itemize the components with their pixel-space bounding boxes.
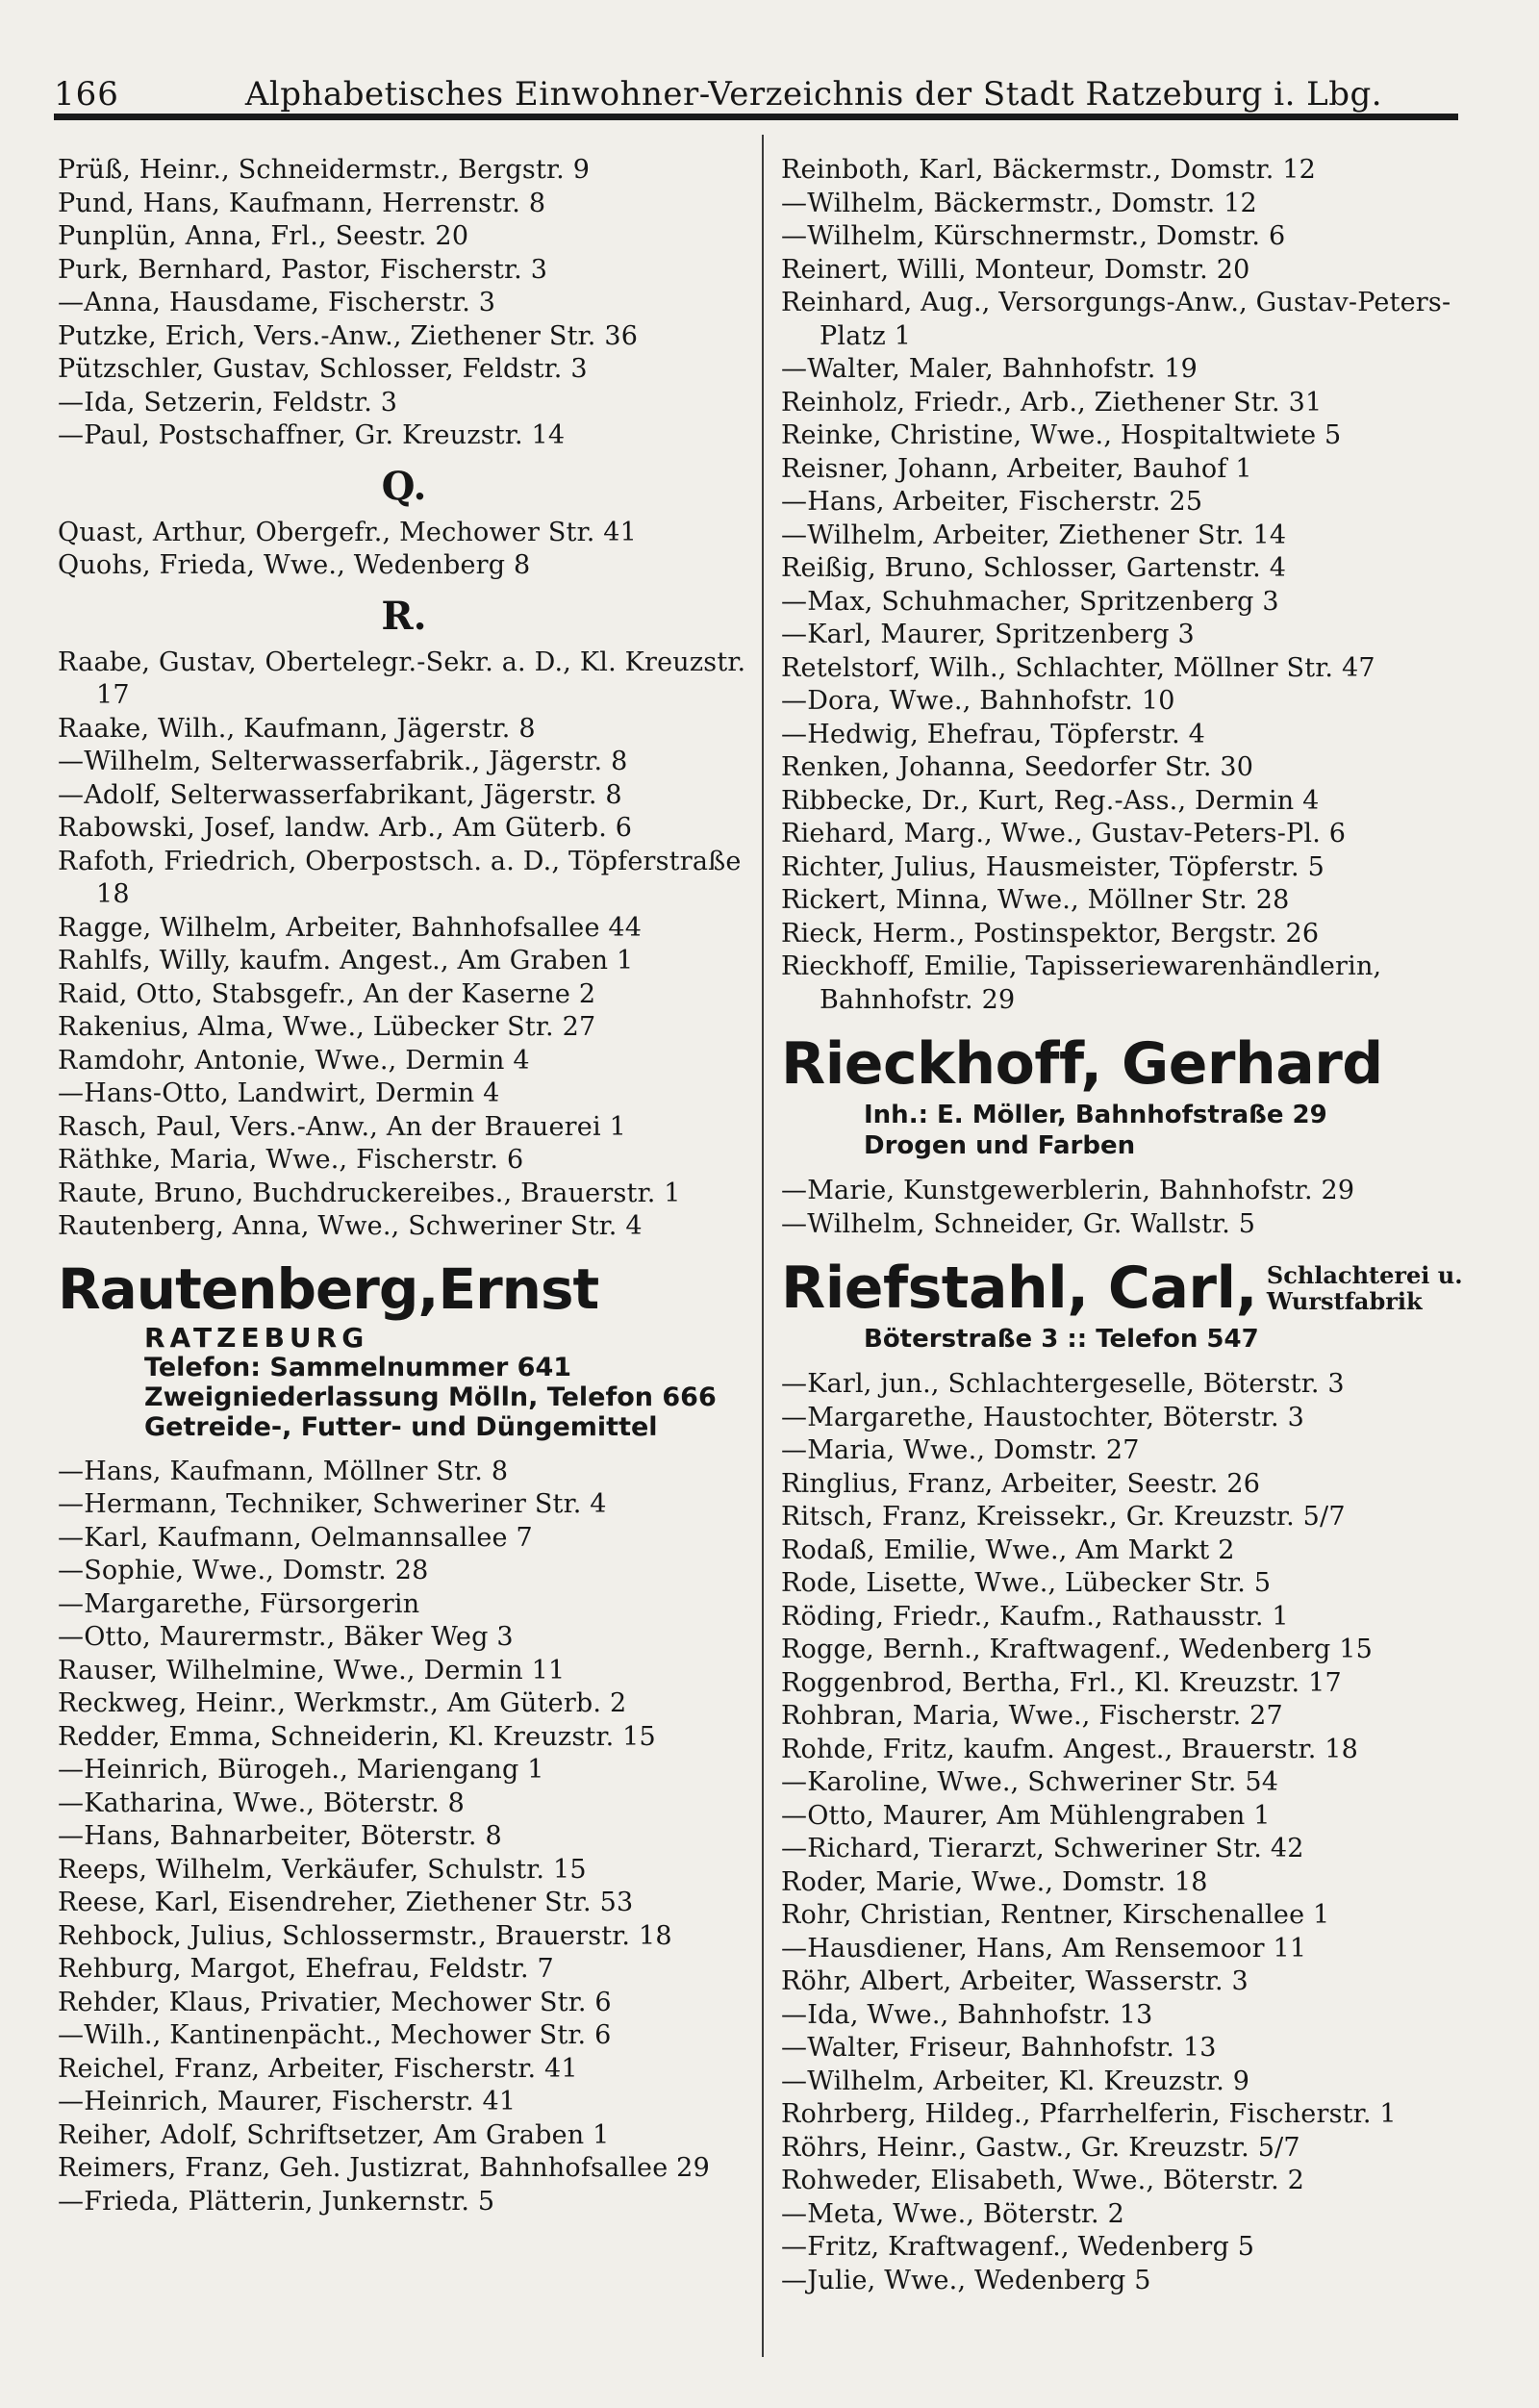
section-p-entries [58, 154, 750, 453]
ad-city: RATZEBURG [144, 1321, 369, 1354]
directory-entry: Röhrs, Heinr., Gastw., Gr. Kreuzstr. 5/7 [781, 2132, 1300, 2163]
directory-entry: Renken, Johanna, Seedorfer Str. 30 [781, 752, 1254, 782]
directory-entry: Rabowski, Josef, landw. Arb., Am Güterb. 6 [58, 813, 633, 843]
directory-entry: Rehder, Klaus, Privatier, Mechower Str. 6 [58, 1987, 612, 2017]
directory-entry: Rehburg, Margot, Ehefrau, Feldstr. 7 [58, 1954, 554, 1984]
directory-entry: Pund, Hans, Kaufmann, Herrenstr. 8 [58, 188, 546, 218]
directory-entry: —Maria, Wwe., Domstr. 27 [781, 1435, 1140, 1465]
directory-entry: Reichel, Franz, Arbeiter, Fischerstr. 41 [58, 2053, 578, 2084]
page-number: 166 [54, 75, 119, 114]
letter-heading-r: R. [381, 593, 427, 639]
directory-entry: —Ida, Wwe., Bahnhofstr. 13 [781, 1999, 1153, 2030]
directory-entry: Rogge, Bernh., Kraftwagenf., Wedenberg 15 [781, 1635, 1373, 1664]
directory-entry: —Margarethe, Fürsorgerin [58, 1588, 420, 1619]
directory-entry: Raake, Wilh., Kaufmann, Jägerstr. 8 [58, 713, 536, 744]
ad-branch: Zweigniederlassung Mölln, Telefon 666 [144, 1381, 717, 1412]
directory-entry: Roggenbrod, Bertha, Frl., Kl. Kreuzstr. 17 [781, 1667, 1342, 1698]
directory-entry: —Karl, Maurer, Spritzenberg 3 [781, 620, 1195, 649]
directory-entry: Retelstorf, Wilh., Schlachter, Möllner Str. 47 [781, 652, 1375, 683]
directory-entry: Purk, Bernhard, Pastor, Fischerstr. 3 [58, 254, 548, 285]
directory-entry: Ritsch, Franz, Kreissekr., Gr. Kreuzstr. 5/7 [781, 1502, 1346, 1532]
directory-entry: Rickert, Minna, Wwe., Möllner Str. 28 [781, 885, 1290, 915]
directory-entry: Ramdohr, Antonie, Wwe., Dermin 4 [58, 1045, 530, 1076]
directory-entry: Quohs, Frieda, Wwe., Wedenberg 8 [58, 550, 531, 580]
directory-entry: Rieckhoff, Emilie, Tapisseriewarenhändlerin, Bahnhofstr. 29 [781, 951, 1382, 1015]
section-r-entries-continued [58, 1456, 750, 2219]
directory-entry: —Walter, Maler, Bahnhofstr. 19 [781, 354, 1198, 384]
column-divider [762, 135, 764, 2357]
directory-entry: Rohr, Christian, Rentner, Kirschenallee 1 [781, 1900, 1330, 1930]
directory-entry: —Hausdiener, Hans, Am Rensemoor 11 [781, 1933, 1307, 1964]
directory-entry: —Hans, Bahnarbeiter, Böterstr. 8 [58, 1821, 502, 1851]
ad-owner: Inh.: E. Möller, Bahnhofstraße 29 [864, 1101, 1327, 1129]
directory-entry: Rahlfs, Willy, kaufm. Angest., Am Graben 1 [58, 946, 634, 976]
directory-entry: —Sophie, Wwe., Domstr. 28 [58, 1556, 429, 1585]
directory-entry: Rieck, Herm., Postinspektor, Bergstr. 26 [781, 918, 1320, 949]
directory-entry: Räthke, Maria, Wwe., Fischerstr. 6 [58, 1145, 524, 1175]
directory-entry: Redder, Emma, Schneiderin, Kl. Kreuzstr. 15 [58, 1721, 656, 1752]
directory-entry: —Margarethe, Haustochter, Böterstr. 3 [781, 1402, 1304, 1432]
directory-entry: —Max, Schuhmacher, Spritzenberg 3 [781, 586, 1279, 617]
ad-goods: Getreide-, Futter- und Düngemittel [144, 1411, 658, 1442]
directory-entry: Roder, Marie, Wwe., Domstr. 18 [781, 1866, 1208, 1897]
directory-entry: —Otto, Maurermstr., Bäker Weg 3 [58, 1622, 514, 1652]
directory-entry: Reckweg, Heinr., Werkmstr., Am Güterb. 2 [58, 1688, 627, 1718]
directory-entry: —Frieda, Plätterin, Junkernstr. 5 [58, 2186, 495, 2217]
directory-entry: Reeps, Wilhelm, Verkäufer, Schulstr. 15 [58, 1854, 587, 1885]
directory-entry: —Wilhelm, Selterwasserfabrik., Jägerstr. 8 [58, 747, 628, 776]
ad-header-row [781, 1253, 1474, 1324]
directory-entry: Reinert, Willi, Monteur, Domstr. 20 [781, 254, 1250, 285]
section-ri-ro-entries [781, 1368, 1474, 2297]
directory-entry: Rasch, Paul, Vers.-Anw., An der Brauerei 1 [58, 1111, 626, 1142]
directory-entry: —Marie, Kunstgewerblerin, Bahnhofstr. 29 [781, 1176, 1355, 1205]
directory-entry: —Wilh., Kantinenpächt., Mechower Str. 6 [58, 2020, 612, 2050]
directory-entry: Reinhard, Aug., Versorgungs-Anw., Gustav-Peters-Platz 1 [781, 288, 1451, 351]
directory-entry: Reimers, Franz, Geh. Justizrat, Bahnhofsallee 29 [58, 2153, 710, 2183]
header-rule [54, 114, 1458, 120]
directory-entry: —Richard, Tierarzt, Schweriner Str. 42 [781, 1834, 1304, 1863]
directory-entry: —Karl, jun., Schlachtergeselle, Böterstr. 3 [781, 1369, 1345, 1399]
directory-entry: Rohweder, Elisabeth, Wwe., Böterstr. 2 [781, 2166, 1305, 2195]
letter-heading-q: Q. [381, 463, 427, 509]
directory-entry: Rafoth, Friedrich, Oberpostsch. a. D., Töpferstraße 18 [58, 846, 742, 909]
ad-company-name: Riefstahl, Carl, [781, 1255, 1257, 1322]
directory-entry: —Dora, Wwe., Bahnhofstr. 10 [781, 686, 1175, 716]
directory-entry: —Wilhelm, Arbeiter, Kl. Kreuzstr. 9 [781, 2066, 1250, 2096]
directory-entry: Reisner, Johann, Arbeiter, Bauhof 1 [781, 453, 1252, 484]
directory-entry: —Heinrich, Maurer, Fischerstr. 41 [58, 2087, 517, 2117]
ad-goods: Drogen und Farben [864, 1131, 1136, 1160]
ad-trade-line: Schlachterei u. [1266, 1261, 1463, 1289]
directory-entry: Rakenius, Alma, Wwe., Lübecker Str. 27 [58, 1012, 596, 1042]
directory-entry: Raute, Bruno, Buchdruckereibes., Brauerstr. 1 [58, 1178, 681, 1208]
directory-entry: —Paul, Postschaffner, Gr. Kreuzstr. 14 [58, 420, 566, 450]
advertisement-riefstahl [781, 1253, 1474, 1355]
directory-entry: —Hans-Otto, Landwirt, Dermin 4 [58, 1078, 500, 1108]
directory-entry: Quast, Arthur, Obergefr., Mechower Str. 41 [58, 517, 638, 547]
directory-entry: Rauser, Wilhelmine, Wwe., Dermin 11 [58, 1655, 566, 1686]
page-header [54, 56, 1458, 114]
directory-entry: Reiher, Adolf, Schriftsetzer, Am Graben 1 [58, 2119, 610, 2150]
right-column [781, 154, 1474, 2297]
directory-entry: Reese, Karl, Eisendreher, Ziethener Str. 53 [58, 1888, 634, 1917]
directory-entry: Reinholz, Friedr., Arb., Ziethener Str. 31 [781, 387, 1323, 418]
directory-entry: —Hermann, Techniker, Schweriner Str. 4 [58, 1489, 607, 1519]
directory-entry: Rohde, Fritz, kaufm. Angest., Brauerstr. 18 [781, 1734, 1359, 1764]
directory-entry: Reinboth, Karl, Bäckermstr., Domstr. 12 [781, 155, 1317, 185]
directory-entry: Ragge, Wilhelm, Arbeiter, Bahnhofsallee 44 [58, 912, 643, 943]
ad-phone: Telefon: Sammelnummer 641 [144, 1352, 572, 1382]
directory-entry: —Fritz, Kraftwagenf., Wedenberg 5 [781, 2232, 1255, 2262]
directory-entry: Ribbecke, Dr., Kurt, Reg.-Ass., Dermin 4 [781, 785, 1320, 816]
directory-entry: Richter, Julius, Hausmeister, Töpferstr. 5 [781, 851, 1325, 882]
directory-entry: Rohrberg, Hildeg., Pfarrhelferin, Fischerstr. 1 [781, 2099, 1397, 2129]
directory-entry: —Hans, Arbeiter, Fischerstr. 25 [781, 487, 1203, 517]
advertisement-rautenberg [58, 1255, 750, 1442]
directory-entry: —Julie, Wwe., Wedenberg 5 [781, 2265, 1151, 2295]
directory-entry: —Meta, Wwe., Böterstr. 2 [781, 2198, 1124, 2229]
section-rie-entries [781, 1175, 1474, 1241]
ad-trade-line: Wurstfabrik [1266, 1287, 1423, 1315]
directory-entry: —Adolf, Selterwasserfabrikant, Jägerstr. 8 [58, 779, 622, 810]
directory-entry: —Katharina, Wwe., Böterstr. 8 [58, 1787, 466, 1818]
advertisement-rieckhoff [781, 1028, 1474, 1161]
section-r-entries [58, 646, 750, 1244]
directory-entry: —Wilhelm, Arbeiter, Ziethener Str. 14 [781, 520, 1287, 550]
directory-entry: Rode, Lisette, Wwe., Lübecker Str. 5 [781, 1568, 1272, 1598]
ad-address: Böterstraße 3 :: Telefon 547 [864, 1325, 1259, 1354]
directory-entry: —Otto, Maurer, Am Mühlengraben 1 [781, 1800, 1271, 1831]
directory-entry: Röhr, Albert, Arbeiter, Wasserstr. 3 [781, 1966, 1249, 1996]
directory-entry: Putzke, Erich, Vers.-Anw., Ziethener Str. 36 [58, 320, 639, 351]
running-title: Alphabetisches Einwohner-Verzeichnis der Stadt Ratzeburg i. Lbg. [244, 75, 1383, 114]
directory-entry: Riehard, Marg., Wwe., Gustav-Peters-Pl. 6 [781, 819, 1347, 849]
directory-entry: Rautenberg, Anna, Wwe., Schweriner Str. 4 [58, 1211, 643, 1241]
directory-entry: —Heinrich, Bürogeh., Mariengang 1 [58, 1755, 544, 1785]
directory-entry: —Wilhelm, Bäckermstr., Domstr. 12 [781, 188, 1257, 218]
directory-entry: Pützschler, Gustav, Schlosser, Feldstr. 3 [58, 354, 588, 384]
directory-entry: Reißig, Bruno, Schlosser, Gartenstr. 4 [781, 553, 1287, 583]
directory-entry: Röding, Friedr., Kaufm., Rathausstr. 1 [781, 1601, 1289, 1632]
directory-entry: —Hedwig, Ehefrau, Töpferstr. 4 [781, 719, 1206, 749]
directory-entry: Rehbock, Julius, Schlossermstr., Brauerstr. 18 [58, 1920, 672, 1951]
directory-entry: Raid, Otto, Stabsgefr., An der Kaserne 2 [58, 978, 596, 1009]
directory-entry: —Anna, Hausdame, Fischerstr. 3 [58, 288, 496, 317]
directory-entry: Prüß, Heinr., Schneidermstr., Bergstr. 9 [58, 155, 591, 185]
ad-trade [1257, 1262, 1463, 1314]
ad-company-name: Rautenberg,Ernst [58, 1255, 599, 1322]
directory-entry: Rohbran, Maria, Wwe., Fischerstr. 27 [781, 1701, 1283, 1731]
section-q-entries [58, 517, 750, 583]
directory-entry: Ringlius, Franz, Arbeiter, Seestr. 26 [781, 1468, 1261, 1499]
directory-entry: —Hans, Kaufmann, Möllner Str. 8 [58, 1456, 509, 1486]
section-rei-entries [781, 154, 1474, 1017]
ad-company-name: Rieckhoff, Gerhard [781, 1030, 1383, 1098]
directory-entry: Punplün, Anna, Frl., Seestr. 20 [58, 221, 469, 251]
directory-entry: Reinke, Christine, Wwe., Hospitaltwiete 5 [781, 420, 1342, 450]
directory-entry: —Wilhelm, Kürschnermstr., Domstr. 6 [781, 221, 1286, 251]
directory-entry: —Karl, Kaufmann, Oelmannsallee 7 [58, 1522, 533, 1553]
directory-entry: Raabe, Gustav, Obertelegr.-Sekr. a. D., Kl. Kreuzstr. 17 [58, 646, 746, 710]
directory-entry: —Walter, Friseur, Bahnhofstr. 13 [781, 2033, 1217, 2063]
left-column [58, 154, 750, 2218]
directory-entry: —Wilhelm, Schneider, Gr. Wallstr. 5 [781, 1208, 1256, 1239]
directory-entry: —Ida, Setzerin, Feldstr. 3 [58, 387, 398, 418]
directory-entry: Rodaß, Emilie, Wwe., Am Markt 2 [781, 1534, 1235, 1565]
directory-entry: —Karoline, Wwe., Schweriner Str. 54 [781, 1767, 1279, 1797]
